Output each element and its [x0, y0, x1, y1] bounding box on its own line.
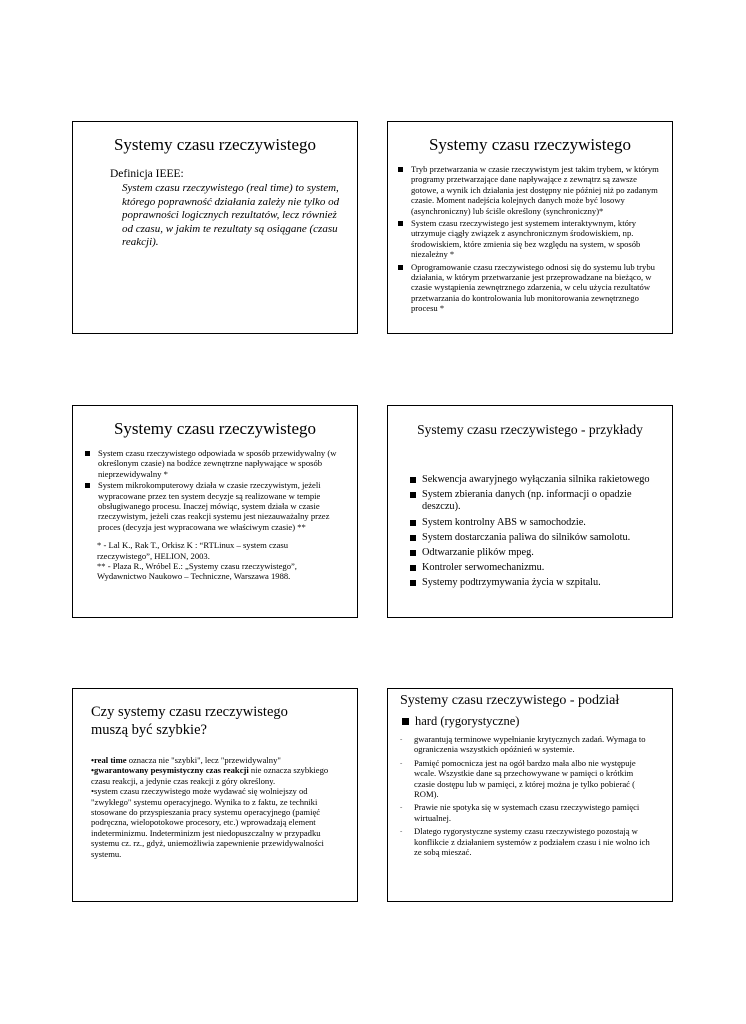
slide-ieee-definition [72, 121, 358, 334]
reference-item: ** - Plaza R., Wróbel E.: „Systemy czasu rzeczywistego”, Wydawnictwo Naukowo – Techniczne, Warszawa 1988. [97, 561, 297, 582]
square-bullet-icon [410, 520, 416, 526]
list-item [410, 474, 662, 486]
square-bullet-icon [410, 565, 416, 571]
square-bullet-icon [410, 550, 416, 556]
slide-title [91, 703, 357, 739]
list-item [400, 802, 656, 823]
square-bullet-icon [410, 492, 416, 498]
bullet-list [85, 448, 345, 532]
slide-title-line: Czy systemy czasu rzeczywistego [91, 704, 288, 720]
bullet-list [398, 164, 660, 314]
square-bullet-icon [398, 167, 403, 172]
slide-title: Systemy czasu rzeczywistego [113, 135, 317, 154]
bullet-text: System czasu rzeczywistego jest systemem interaktywnym, który utrzymuje ciągły związek z asynchronicznym środowiskiem, np. środowiskiem, które zmienia się bez względu na system, w sposób niezależny * [411, 218, 641, 260]
list-item [410, 562, 662, 574]
bold-term: •gwarantowany pesymistyczny czas reakcji [91, 765, 249, 776]
list-item [400, 758, 656, 800]
slide-title: Systemy czasu rzeczywistego [113, 419, 317, 438]
list-item [410, 547, 662, 559]
item-text: gwarantują terminowe wypełnianie krytycznych zadań. Wymaga to ograniczenia wszystkich opóźnień w systemie. [414, 734, 646, 755]
definition-text: System czasu rzeczywistego (real time) to system, którego poprawność działania zależy nie tylko od poprawności logicznych rezultatów, lecz również od czasu, w jakim te rezultaty są osiągane (czasu reakcji). [122, 182, 340, 249]
references [85, 540, 345, 582]
slide-must-be-fast [72, 688, 358, 902]
dash-list [400, 734, 656, 857]
paragraph-text: oznacza nie "szybki", lecz "przewidywalny" [126, 755, 281, 765]
list-item [400, 734, 656, 755]
bullet-text: Odtwarzanie plików mpeg. [422, 547, 534, 559]
square-bullet-icon [85, 483, 90, 488]
list-item [398, 164, 660, 216]
bullet-text: System zbierania danych (np. informacji o opadzie deszczu). [422, 489, 632, 513]
square-bullet-icon [402, 718, 409, 725]
square-bullet-icon [410, 580, 416, 586]
paragraph-text: nie oznacza szybkiego czasu reakcji, a jedynie czas reakcji z góry określony. [91, 765, 329, 786]
item-text: Prawie nie spotyka się w systemach czasu rzeczywistego pamięci wirtualnej. [414, 802, 640, 823]
list-item [410, 489, 662, 513]
bullet-list [410, 474, 662, 590]
square-bullet-icon [85, 451, 90, 456]
dash-bullet-icon: - [400, 735, 403, 743]
paragraph [91, 765, 347, 786]
square-bullet-icon [398, 265, 403, 270]
list-item [410, 517, 662, 529]
bullet-text: Oprogramowanie czasu rzeczywistego odnosi się do systemu lub trybu działania, w którym przetwarzanie jest przeprowadzane na bieżąco, w czasie wystąpienia zewnętrznego zdarzenia, w celu użycia rezultatów przetwarzania do kontrolowania lub monitorowania zewnętrznego procesu * [411, 261, 655, 314]
slide-title-line: muszą być szybkie? [91, 722, 207, 738]
reference-item: * - Lal K., Rak T., Orkisz K : “RTLinux – system czasu rzeczywistego”, HELION, 2003. [97, 540, 289, 561]
bullet-text: System czasu rzeczywistego odpowiada w sposób przewidywalny (w określonym czasie) na bodźce zewnętrzne napływające w sposób nieprzewidywalny * [98, 448, 337, 479]
item-text: Pamięć pomocnicza jest na ogół bardzo mała albo nie występuje wcale. Wszystkie dane są przechowywane w pamięci o krótkim czasie dostępu lub w pamięci, z której można je tylko pobierać ( ROM). [414, 757, 636, 800]
slide-examples [387, 405, 673, 618]
square-bullet-icon [410, 535, 416, 541]
bold-term: •real time [91, 755, 127, 765]
square-bullet-icon [398, 221, 403, 226]
slide-body [91, 755, 347, 859]
slide-title: Systemy czasu rzeczywistego - przykłady [417, 422, 643, 437]
slide-realtime-processing [387, 121, 673, 334]
bullet-text: Tryb przetwarzania w czasie rzeczywistym jest takim trybem, w którym programy przetwarzające dane napływające z zewnątrz są zawsze gotowe, a wynik ich działania jest dostępny nie później niż po zadanym czasie. Moment nadejścia kolejnych danych może być losowy (asynchroniczny) lub ściśle określony (synchroniczny)* [411, 164, 659, 216]
section-heading-text: hard (rygorystyczne) [415, 714, 520, 728]
list-item [410, 532, 662, 544]
item-text: Dlatego rygorystyczne systemy czasu rzeczywistego pozostają w konflikcie z działaniem systemów z podziałem czasu i nie wolno ich ze sobą mieszać. [414, 826, 650, 858]
bullet-text: System mikrokomputerowy działa w czasie rzeczywistym, jeżeli wypracowane przez ten system decyzje są realizowane w tempie obsługiwanego procesu. Inaczej mówiąc, system działa w czasie rzeczywistym, jeżeli czas reakcji systemu jest niezauważalny przez proces (decyzja jest wypracowana we właściwym czasie) ** [98, 480, 330, 532]
bullet-text: System kontrolny ABS w samochodzie. [422, 516, 586, 528]
bullet-text: Systemy podtrzymywania życia w szpitalu. [422, 577, 601, 589]
paragraph: •system czasu rzeczywistego może wydawać się wolniejszy od "zwykłego" systemu operacyjnego. Wynika to z faktu, ze techniki stosowane do przyspieszania pracy systemu operacyjnego (pamięć podręczna, wielopotokowe procesory, etc.) wprowadzają element indeterminizmu. Indeterminizm jest niedopuszczalny w przypadku systemu cz. rz., gdyż, uniemożliwia zapewnienie przewidywalności systemu. [91, 786, 324, 859]
slide-predictable-response [72, 405, 358, 618]
dash-bullet-icon: - [400, 827, 403, 836]
list-item [85, 448, 345, 479]
dash-bullet-icon: - [400, 803, 403, 812]
list-item [398, 218, 660, 260]
slide-title: Systemy czasu rzeczywistego [428, 135, 632, 154]
bullet-text: System dostarczania paliwa do silników samolotu. [422, 531, 631, 543]
slide-title: Systemy czasu rzeczywistego - podział [400, 693, 620, 708]
slide-classification [387, 688, 673, 902]
bullet-text: Sekwencja awaryjnego wyłączania silnika rakietowego [422, 474, 650, 485]
list-item [400, 826, 656, 857]
dash-bullet-icon: - [400, 758, 403, 767]
list-item [410, 577, 662, 589]
square-bullet-icon [410, 477, 416, 483]
list-item [85, 480, 345, 532]
definition-label: Definicja IEEE: [110, 168, 184, 180]
section-heading [402, 714, 672, 729]
bullet-text: Kontroler serwomechanizmu. [422, 562, 545, 574]
list-item [398, 262, 660, 314]
paragraph [91, 755, 347, 765]
